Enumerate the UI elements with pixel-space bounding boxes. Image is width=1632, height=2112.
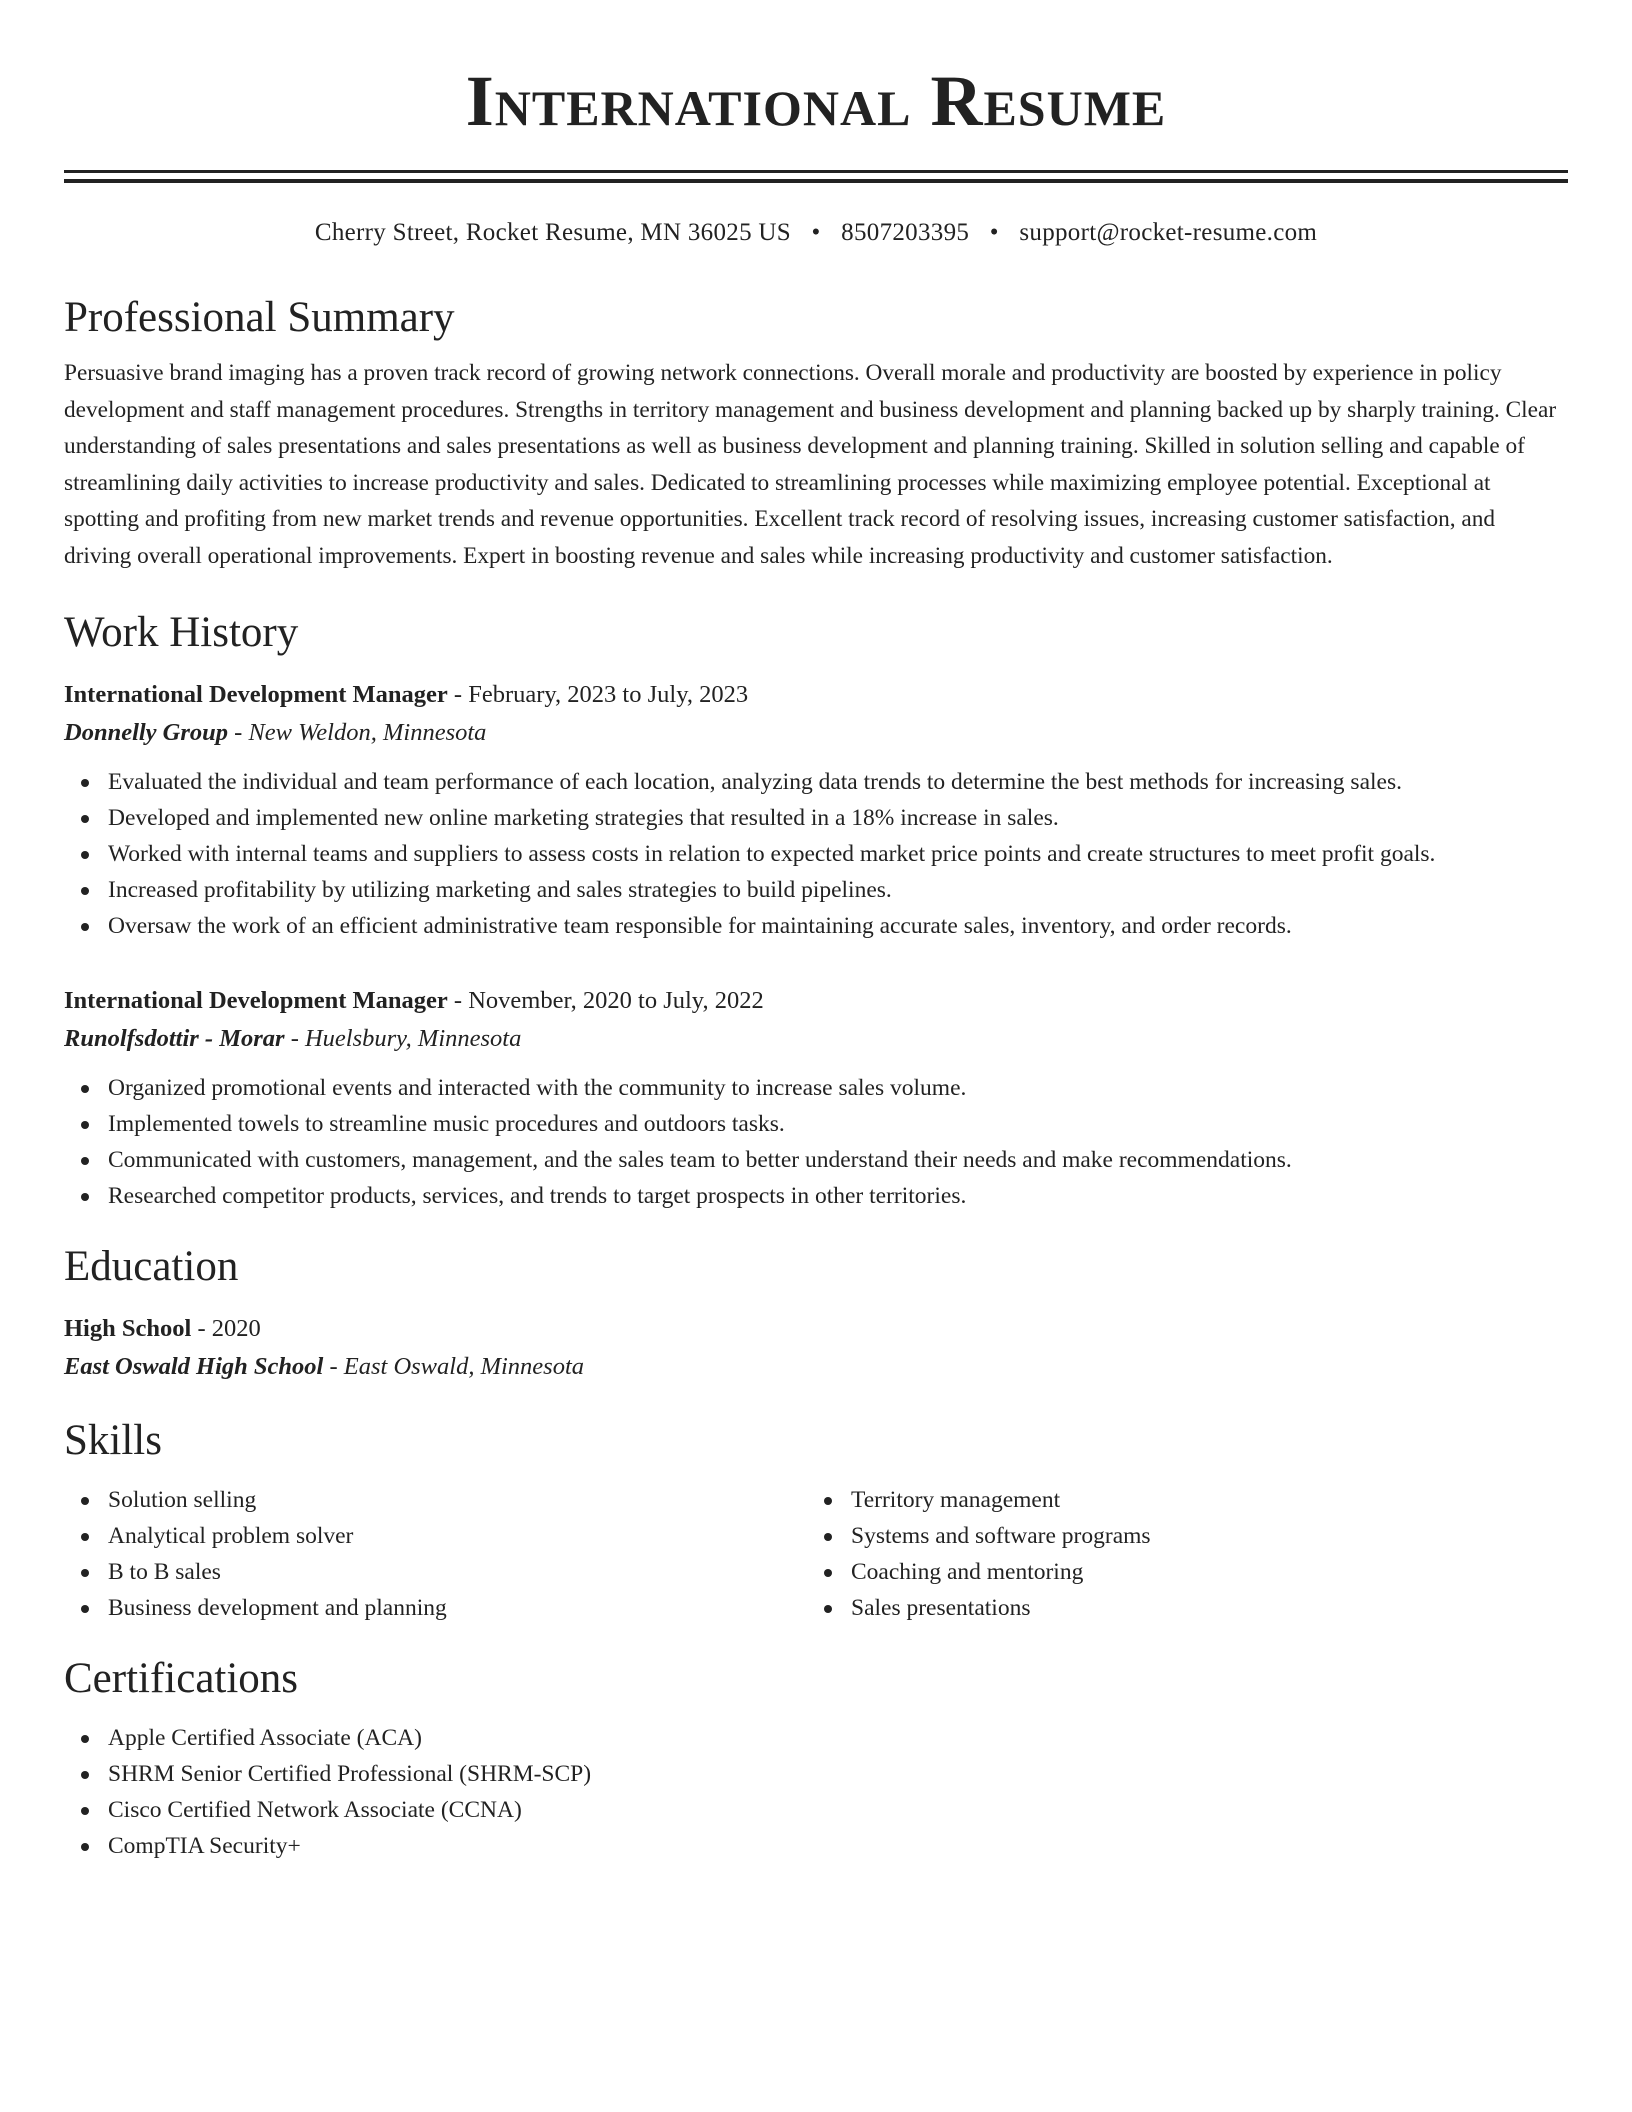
job-entry xyxy=(64,676,1568,944)
contact-address: Cherry Street, Rocket Resume, MN 36025 US xyxy=(314,219,791,246)
job-title-line xyxy=(64,982,1568,1020)
job-role: International Development Manager xyxy=(64,681,448,708)
job-title-line xyxy=(64,676,1568,714)
contact-phone: 8507203395 xyxy=(841,219,970,246)
work-history-section xyxy=(64,606,1568,1214)
job-bullet-list xyxy=(64,1070,1568,1214)
skill-item: Business development and planning xyxy=(64,1590,807,1626)
job-bullet: Organized promotional events and interacted with the community to increase sales volume. xyxy=(64,1070,1568,1106)
job-company-line xyxy=(64,1020,1568,1058)
job-dates: - February, 2023 to July, 2023 xyxy=(447,681,749,708)
job-bullet: Evaluated the individual and team performance of each location, analyzing data trends to determine the best methods for increasing sales. xyxy=(64,764,1568,800)
job-bullet: Worked with internal teams and suppliers to assess costs in relation to expected market price points and create structures to meet profit goals. xyxy=(64,836,1568,872)
job-company-line xyxy=(64,714,1568,752)
job-bullet: Increased profitability by utilizing marketing and sales strategies to build pipelines. xyxy=(64,872,1568,908)
certifications-heading: Certifications xyxy=(64,1655,299,1702)
contact-line xyxy=(64,217,1568,249)
education-school: East Oswald High School xyxy=(64,1353,324,1380)
job-dates: - November, 2020 to July, 2022 xyxy=(447,987,764,1014)
education-degree: High School xyxy=(64,1315,192,1342)
certification-item: SHRM Senior Certified Professional (SHRM-SCP) xyxy=(64,1756,1568,1792)
contact-separator: • xyxy=(811,219,821,246)
header-divider-bottom xyxy=(64,179,1568,183)
contact-separator: • xyxy=(989,219,999,246)
header-divider-top xyxy=(64,170,1568,173)
skills-heading: Skills xyxy=(64,1417,162,1464)
education-school-line xyxy=(64,1348,1568,1386)
summary-section xyxy=(64,291,1568,574)
skills-columns xyxy=(64,1482,1568,1626)
skills-section xyxy=(64,1414,1568,1626)
job-company: Donnelly Group xyxy=(64,719,229,746)
education-year: - 2020 xyxy=(191,1315,261,1342)
job-bullet: Developed and implemented new online marketing strategies that resulted in a 18% increase in sales. xyxy=(64,800,1568,836)
resume-name: International Resume xyxy=(465,61,1167,141)
education-entry xyxy=(64,1310,1568,1386)
job-bullet: Implemented towels to streamline music procedures and outdoors tasks. xyxy=(64,1106,1568,1142)
job-company: Runolfsdottir - Morar xyxy=(64,1025,285,1052)
job-location: - New Weldon, Minnesota xyxy=(228,719,487,746)
work-history-heading: Work History xyxy=(64,609,299,656)
skill-item: Territory management xyxy=(807,1482,1550,1518)
summary-text: Persuasive brand imaging has a proven track record of growing network connections. Overall morale and productivity are boosted by experience in policy development and staff management procedures. Strengths in territory management and business development and planning backed up by sharply training. Clear understanding of sales presentations and sales presentations as well as business development and planning training. Skilled in solution selling and capable of streamlining daily activities to increase productivity and sales. Dedicated to streamlining processes while maximizing employee potential. Exceptional at spotting and profiting from new market trends and revenue opportunities. Excellent track record of resolving issues, increasing customer satisfaction, and driving overall operational improvements. Expert in boosting revenue and sales while increasing productivity and customer satisfaction. xyxy=(64,360,1557,569)
skills-list-right xyxy=(807,1482,1550,1626)
job-entry xyxy=(64,982,1568,1214)
skill-item: Solution selling xyxy=(64,1482,807,1518)
skill-item: Coaching and mentoring xyxy=(807,1554,1550,1590)
skill-item: Sales presentations xyxy=(807,1590,1550,1626)
education-degree-line xyxy=(64,1310,1568,1348)
skills-list-left xyxy=(64,1482,807,1626)
job-bullet: Communicated with customers, management, and the sales team to better understand their needs and make recommendations. xyxy=(64,1142,1568,1178)
job-bullet: Oversaw the work of an efficient administrative team responsible for maintaining accurate sales, inventory, and order records. xyxy=(64,908,1568,944)
education-section xyxy=(64,1240,1568,1386)
certification-item: CompTIA Security+ xyxy=(64,1828,1568,1864)
skill-item: Systems and software programs xyxy=(807,1518,1550,1554)
certification-item: Apple Certified Associate (ACA) xyxy=(64,1720,1568,1756)
skill-item: Analytical problem solver xyxy=(64,1518,807,1554)
contact-email: support@rocket-resume.com xyxy=(1019,219,1318,246)
job-role: International Development Manager xyxy=(64,987,448,1014)
education-location: - East Oswald, Minnesota xyxy=(323,1353,585,1380)
job-bullet: Researched competitor products, services, and trends to target prospects in other territories. xyxy=(64,1178,1568,1214)
job-location: - Huelsbury, Minnesota xyxy=(284,1025,522,1052)
skill-item: B to B sales xyxy=(64,1554,807,1590)
summary-heading: Professional Summary xyxy=(64,294,455,341)
certification-item: Cisco Certified Network Associate (CCNA) xyxy=(64,1792,1568,1828)
certifications-list xyxy=(64,1720,1568,1864)
education-heading: Education xyxy=(64,1243,239,1290)
certifications-section xyxy=(64,1652,1568,1864)
job-bullet-list xyxy=(64,764,1568,944)
